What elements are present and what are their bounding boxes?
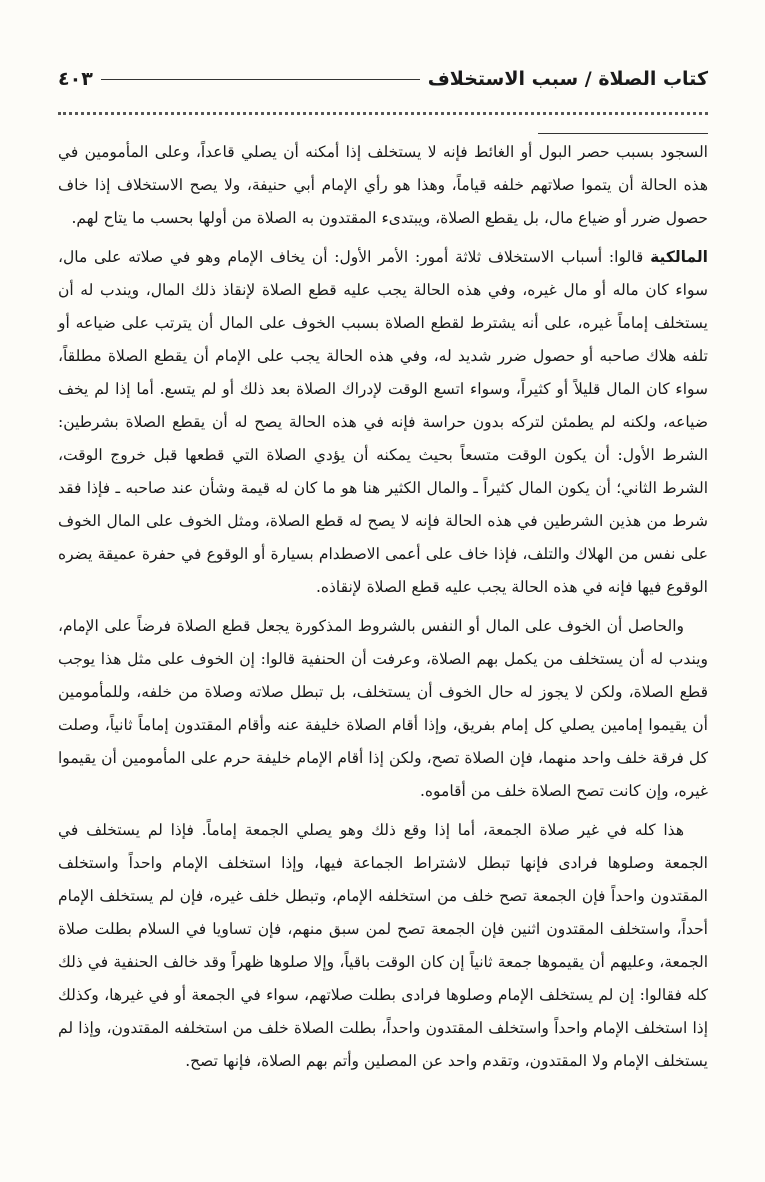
paragraph-3: [58, 610, 708, 808]
paragraph-3-text: والحاصل أن الخوف على المال أو النفس بالشروط المذكورة يجعل قطع الصلاة فرضاً على الإمام، ويندب له أن يستخلف من يكمل بهم الصلاة، وعرفت أن الحنفية قالوا: إن الخوف على مثل هذا يوجب قطع الصلاة، ولكن لا يجوز له حال الخوف أن يستخلف، بل تبطل صلاته وصلاة من خلفه، وللمأمومين أن يقيموا إمامين يصلي كل إمام بفريق، وإذا أقام الصلاة خليفة عنه وأقام المقتدون إماماً ثانياً، وصلت كل فرقة خلف واحد منهما، فإن الصلاة تصح، ولكن إذا أقام الإمام خليفة حرم على المأمومين أن يقيموا غيره، وإن كانت تصح الصلاة خلف من أقاموه.: [58, 617, 708, 800]
paragraph-2: [58, 241, 708, 604]
page-header: [58, 62, 708, 96]
paragraph-1-text: السجود بسبب حصر البول أو الغائط فإنه لا يستخلف إذا أمكنه أن يصلي قاعداً، وعلى المأمومين في هذه الحالة أن يتموا صلاتهم خلفه قياماً، وهذا هو رأي الإمام أبي حنيفة، ولا يصح الاستخلاف إذا خاف حصول ضرر أو ضياع مال، بل يقطع الصلاة، ويبتدىء المقتدون به الصلاة من أولها بحسب ما يتاح لهم.: [58, 143, 708, 227]
paragraph-4-text: هذا كله في غير صلاة الجمعة، أما إذا وقع ذلك وهو يصلي الجمعة إماماً. فإذا لم يستخلف في الجمعة وصلوها فرادى فإنها تبطل لاشتراط الجماعة فيها، وإذا استخلف الإمام واحداً واستخلف المقتدون واحداً فإن الجمعة تصح خلف من استخلفه الإمام، وتبطل خلف غيره، فإن لم يستخلف الإمام أحداً، واستخلف المقتدون اثنين فإن الجمعة تصح لمن سبق منهم، فإن تساويا في السلام بطلت صلاة الجمعة، وعليهم أن يقيموها جمعة ثانياً إن كان الوقت باقياً، وإلا صلوها ظهراً وقد خالف الحنفية في ذلك كله فقالوا: إن لم يستخلف الإمام وصلوها فرادى بطلت صلاتهم، سواء في الجمعة أو في غيرها، وكذلك إذا استخلف الإمام واحداً واستخلف المقتدون واحداً، بطلت الصلاة خلف من استخلفه المقتدون، وإذا لم يستخلف الإمام ولا المقتدون، وتقدم واحد عن المصلين وأتم بهم الصلاة، فإنها تصح.: [58, 821, 708, 1070]
header-rule: [101, 79, 420, 80]
footnote-rule: [538, 133, 708, 134]
dotted-separator: [58, 112, 708, 123]
paragraph-1: [58, 136, 708, 235]
paragraph-4: [58, 814, 708, 1078]
paragraph-2-lead: المالكية: [650, 248, 708, 266]
running-title: كتاب الصلاة / سبب الاستخلاف: [427, 68, 708, 90]
paragraph-2-text: قالوا: أسباب الاستخلاف ثلاثة أمور: الأمر الأول: أن يخاف الإمام وهو في صلاته على مال، سواء كان ماله أو مال غيره، وفي هذه الحالة يجب عليه قطع الصلاة لإنقاذ ذلك المال، ويندب له أن يستخلف إماماً غيره، على أنه يشترط لقطع الصلاة بسبب الخوف على المال أن يترتب على ضياعه أو تلفه هلاك صاحبه أو حصول ضرر شديد له، وفي هذه الحالة يجب على الإمام أن يقطع الصلاة مطلقاً، سواء كان المال قليلاً أو كثيراً، وسواء اتسع الوقت لإدراك الصلاة بعد ذلك أو لم يتسع. أما إذا لم يخف ضياعه، ولكنه لم يطمئن لتركه بدون حراسة فإنه في هذه الحالة يصح له أن يقطع الصلاة بشرطين: الشرط الأول: أن يكون الوقت متسعاً بحيث يمكنه أن يؤدي الصلاة التي قطعها قبل خروج الوقت، الشرط الثاني؛ أن يكون المال كثيراً ـ والمال الكثير هنا هو ما كان له قيمة وشأن عند صاحبه ـ فإذا فقد شرط من هذين الشرطين في هذه الحالة فإنه لا يصح له قطع الصلاة، ومثل الخوف على المال الخوف على نفس من الهلاك والتلف، فإذا خاف على أعمى الاصطدام بسيارة أو الوقوع في حفرة عميقة يضره الوقوع فيها فإنه في هذه الحالة يجب عليه قطع الصلاة لإنقاذه.: [58, 248, 708, 596]
page-number: ٤٠٣: [58, 68, 93, 90]
book-page: [58, 62, 708, 1084]
